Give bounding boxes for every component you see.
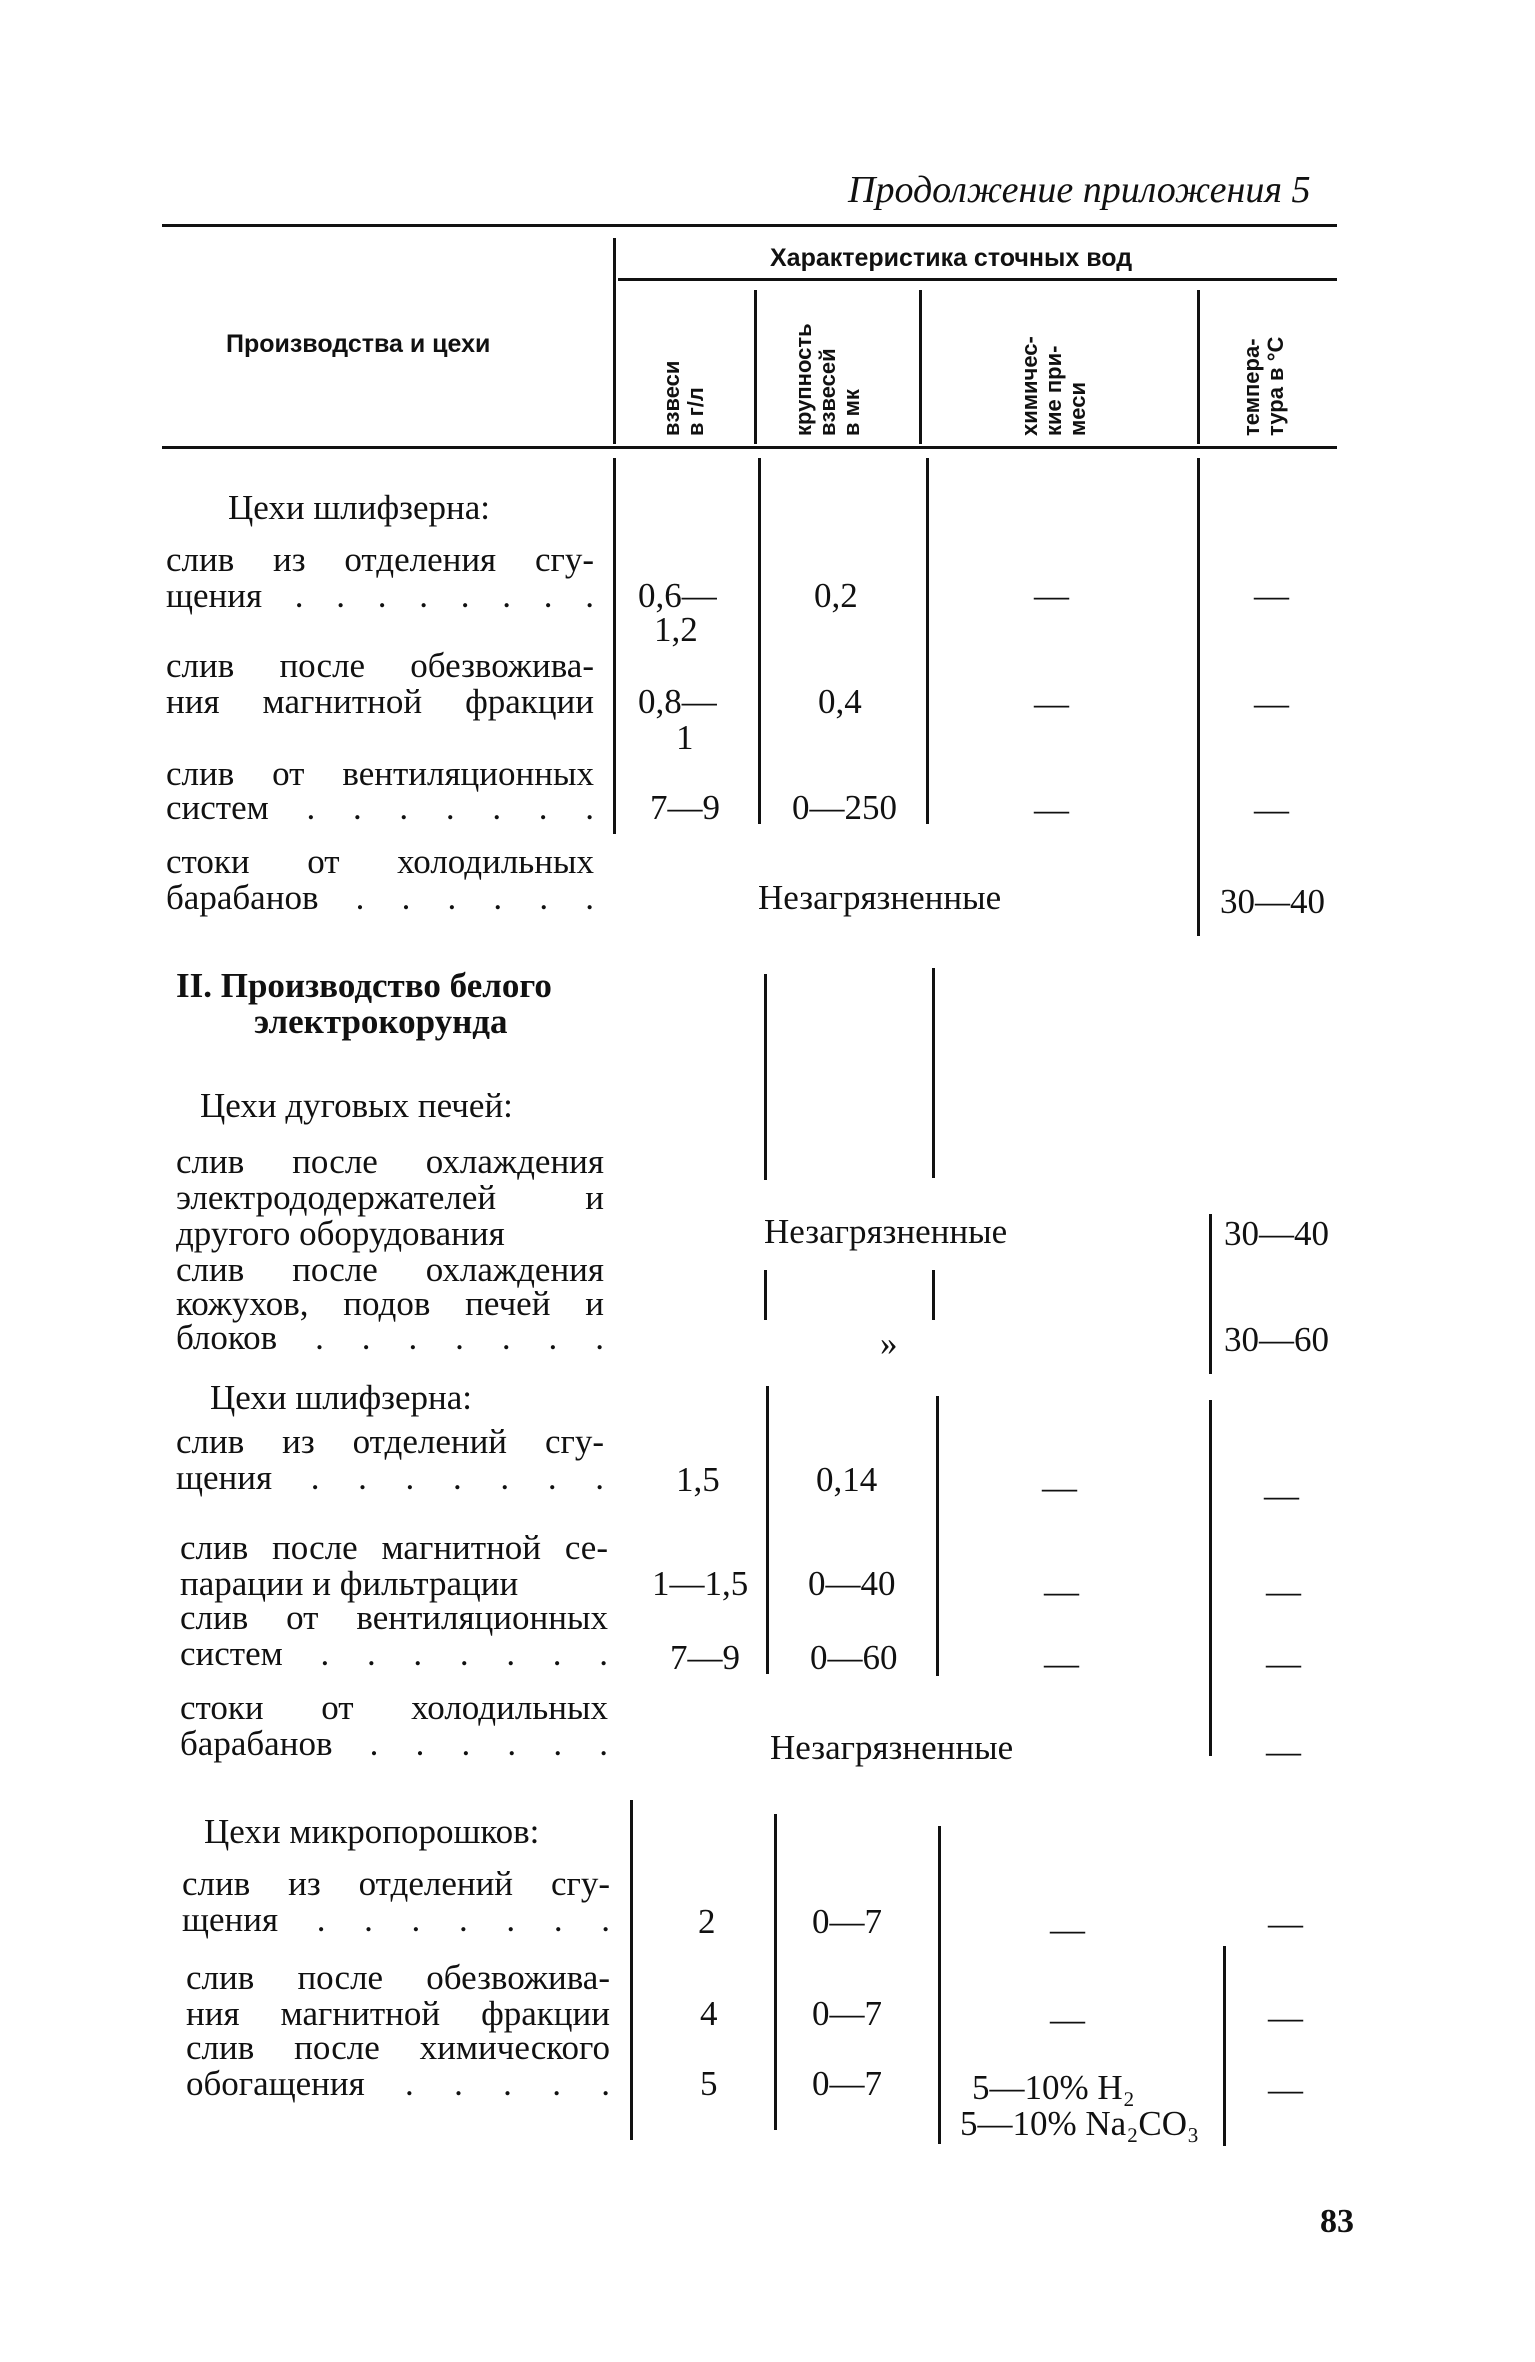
row-label: слив после охлаждения — [176, 1142, 604, 1181]
cell-value: 5—10% H₂ — [972, 2068, 1135, 2107]
cell-value: — — [1266, 1644, 1301, 1683]
row-label: барабанов . . . . . . — [166, 878, 594, 917]
cell-span: Незагрязненные — [770, 1728, 1014, 1767]
row-label: слив из отделений сгу- — [182, 1864, 610, 1903]
cell-value: 7—9 — [670, 1638, 740, 1677]
header-group-title: Характеристика сточных вод — [770, 244, 1133, 272]
cell-value: 0—60 — [810, 1638, 898, 1677]
section-title: электрокорунда — [254, 1002, 508, 1041]
row-label: слив после обезвожива- — [166, 646, 594, 685]
body-divider-2b — [764, 974, 767, 1180]
header-size: крупность взвесей в мк — [791, 323, 864, 436]
header-production: Производства и цехи — [226, 330, 491, 358]
cell-value: — — [1042, 1468, 1077, 1507]
body-divider-3b — [932, 968, 935, 1178]
cell-value: 0—7 — [812, 1902, 882, 1941]
section-title: II. Производство белого — [176, 966, 552, 1005]
row-label: слив после химического — [186, 2028, 610, 2067]
cell-value: 0,4 — [818, 682, 862, 721]
cell-value: — — [1044, 1644, 1079, 1683]
header-chem: химичес- кие при- меси — [1017, 336, 1090, 436]
cell-value: — — [1034, 576, 1069, 615]
body-divider-3e — [938, 1826, 941, 2144]
cell-value: — — [1266, 1732, 1301, 1771]
row-title-shlifzerna-2: Цехи шлифзерна: — [210, 1378, 473, 1417]
cell-value: 0—40 — [808, 1564, 896, 1603]
row-label: щения . . . . . . . . — [166, 576, 594, 615]
row-title-arc-furnaces: Цехи дуговых печей: — [200, 1086, 513, 1125]
cell-value: 0,6— — [638, 576, 717, 615]
row-title-micropowders: Цехи микропорошков: — [204, 1812, 540, 1851]
cell-value: — — [1268, 1904, 1303, 1943]
row-label: блоков . . . . . . . — [176, 1318, 604, 1357]
cell-value: 2 — [698, 1902, 716, 1941]
body-divider-4c — [1209, 1400, 1212, 1756]
body-divider-2e — [774, 1814, 777, 2130]
row-label: слив из отделения сгу- — [166, 540, 594, 579]
row-label: систем . . . . . . . — [180, 1634, 608, 1673]
header-divider-1 — [613, 238, 616, 444]
cell-value: 0—7 — [812, 1994, 882, 2033]
header-divider-2 — [754, 290, 757, 444]
cell-value: 1—1,5 — [652, 1564, 749, 1603]
header-divider-3 — [919, 290, 922, 444]
cell-value: 0—250 — [792, 788, 897, 827]
cell-span: » — [880, 1324, 898, 1363]
row-label: щения . . . . . . . — [182, 1900, 610, 1939]
cell-value: — — [1254, 684, 1289, 723]
cell-value: 5 — [700, 2064, 718, 2103]
cell-value: — — [1266, 1572, 1301, 1611]
row-label: обогащения . . . . . — [186, 2064, 610, 2103]
cell-span: Незагрязненные — [758, 878, 1002, 917]
body-divider-2c — [764, 1270, 767, 1320]
table-caption: Продолжение приложения 5 — [848, 169, 1311, 211]
cell-value: 0,2 — [814, 576, 858, 615]
header-bottom-rule — [162, 446, 1337, 449]
cell-value: 1 — [676, 718, 694, 757]
row-label: слив после магнитной се- — [180, 1528, 608, 1567]
row-label: слив от вентиляционных — [180, 1598, 608, 1637]
body-divider-3a — [926, 458, 929, 824]
row-label: парации и фильтрации — [180, 1564, 519, 1603]
body-divider-1a — [613, 458, 616, 834]
cell-value: 4 — [700, 1994, 718, 2033]
cell-value: 1,5 — [676, 1460, 720, 1499]
body-divider-2a — [758, 458, 761, 824]
body-divider-2d — [766, 1386, 769, 1674]
row-label: слив после охлаждения — [176, 1250, 604, 1289]
cell-value: — — [1264, 1476, 1299, 1515]
row-title-shlifzerna: Цехи шлифзерна: — [228, 488, 491, 527]
row-label: кожухов, подов печей и — [176, 1284, 604, 1323]
header-suspension: взвеси в г/л — [659, 360, 708, 436]
row-label: стоки от холодильных — [180, 1688, 608, 1727]
cell-span: Незагрязненные — [764, 1212, 1008, 1251]
row-label: слив после обезвожива- — [186, 1958, 610, 1997]
body-divider-3d — [936, 1396, 939, 1676]
cell-value: 0—7 — [812, 2064, 882, 2103]
group-rule — [618, 278, 1337, 281]
header-divider-4 — [1197, 290, 1200, 444]
row-label: стоки от холодильных — [166, 842, 594, 881]
header-temp: темпера- тура в °С — [1239, 336, 1288, 436]
body-divider-4b — [1209, 1214, 1212, 1374]
row-label: ния магнитной фракции — [166, 682, 594, 721]
cell-value: 0,8— — [638, 682, 717, 721]
cell-value: — — [1254, 576, 1289, 615]
body-divider-3c — [932, 1270, 935, 1320]
cell-value: 30—40 — [1220, 882, 1325, 921]
cell-value: 1,2 — [654, 610, 698, 649]
row-label: систем . . . . . . . — [166, 788, 594, 827]
cell-value: 7—9 — [650, 788, 720, 827]
body-divider-4d — [1223, 1946, 1226, 2146]
row-label: щения . . . . . . . — [176, 1458, 604, 1497]
row-label: другого оборудования — [176, 1214, 505, 1253]
cell-value: — — [1034, 684, 1069, 723]
cell-value: — — [1034, 790, 1069, 829]
row-label: слив от вентиляционных — [166, 754, 594, 793]
cell-value: 5—10% Na₂CO₃ — [960, 2104, 1200, 2143]
cell-value: 30—40 — [1224, 1214, 1329, 1253]
row-label: барабанов . . . . . . — [180, 1724, 608, 1763]
body-divider-1b — [630, 1800, 633, 2140]
cell-value: — — [1050, 2000, 1085, 2039]
cell-value: — — [1050, 1910, 1085, 1949]
top-rule — [162, 224, 1337, 227]
cell-value: — — [1268, 2070, 1303, 2109]
cell-value: — — [1268, 1998, 1303, 2037]
cell-value: 0,14 — [816, 1460, 878, 1499]
row-label: слив из отделений сгу- — [176, 1422, 604, 1461]
cell-value: 30—60 — [1224, 1320, 1329, 1359]
cell-value: — — [1044, 1572, 1079, 1611]
row-label: ния магнитной фракции — [186, 1994, 610, 2033]
row-label: электрододержателей и — [176, 1178, 604, 1217]
page-number: 83 — [1320, 2203, 1354, 2240]
body-divider-4a — [1197, 458, 1200, 936]
cell-value: — — [1254, 790, 1289, 829]
